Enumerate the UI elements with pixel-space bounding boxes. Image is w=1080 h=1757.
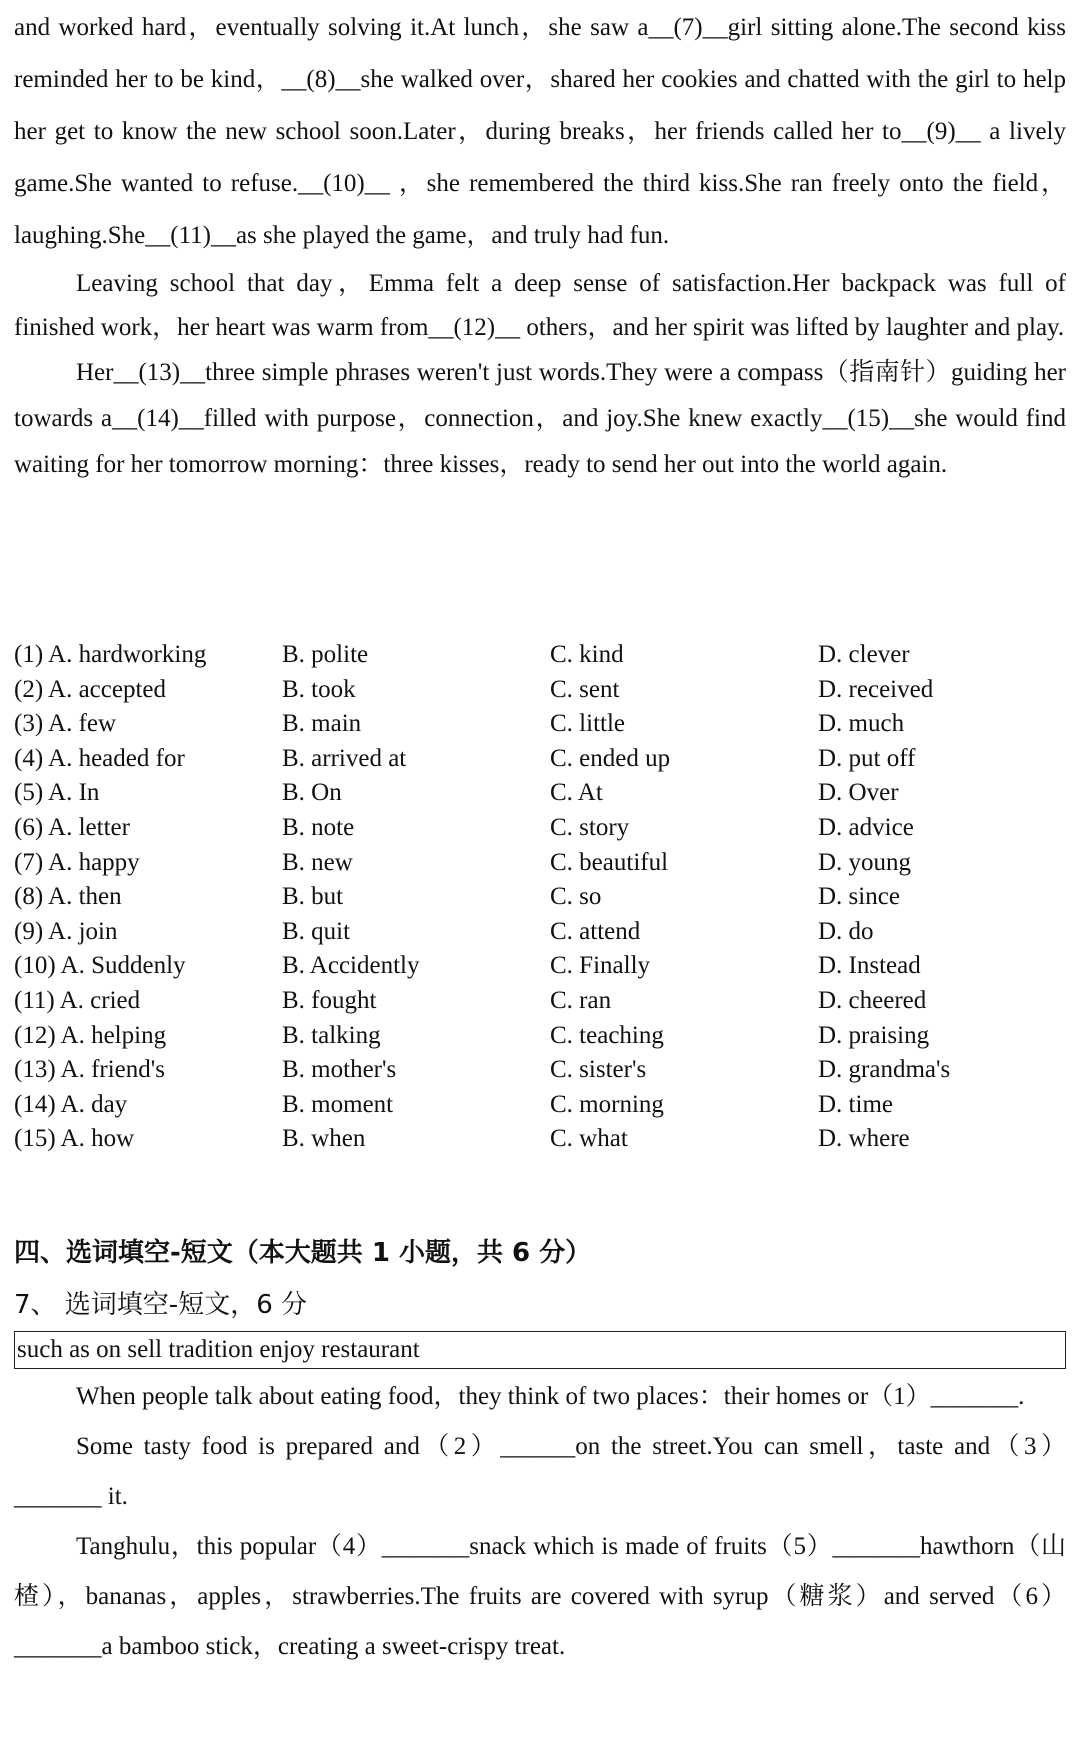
option-choice: (4) A. headed for	[14, 744, 185, 772]
fill-paragraph-2: Some tasty food is prepared and（2）______on the street.You can smell，taste and（3）_______ it.	[14, 1433, 1066, 1510]
option-choice: (8) A. then	[14, 883, 122, 911]
option-choice: (5) A. In	[14, 779, 100, 807]
option-choice: D. young	[818, 848, 912, 876]
option-choice: D. Over	[818, 779, 899, 807]
option-row	[14, 811, 1066, 846]
option-row	[14, 1019, 1066, 1054]
option-row	[14, 1088, 1066, 1123]
option-choice: D. cheered	[818, 986, 927, 1014]
options-list	[14, 638, 1066, 1157]
option-choice: D. put off	[818, 744, 916, 772]
option-choice: (7) A. happy	[14, 848, 140, 876]
section-title: 四、选词填空-短文（本大题共 1 小题，共 6 分）	[14, 1238, 592, 1268]
option-choice: C. sent	[550, 675, 620, 703]
option-choice: B. new	[282, 848, 353, 876]
option-choice: C. attend	[550, 917, 641, 945]
option-choice: C. ran	[550, 986, 612, 1014]
option-choice: C. sister's	[550, 1056, 647, 1084]
option-row	[14, 1122, 1066, 1157]
option-choice: D. time	[818, 1090, 893, 1118]
option-row	[14, 915, 1066, 950]
option-choice: B. moment	[282, 1090, 394, 1118]
option-choice: C. beautiful	[550, 848, 669, 876]
option-choice: (1) A. hardworking	[14, 641, 207, 668]
option-row	[14, 707, 1066, 742]
question-title: 7、 选词填空-短文，6 分	[14, 1290, 307, 1320]
option-choice: D. received	[818, 675, 934, 703]
option-choice: B. polite	[282, 641, 369, 668]
option-choice: B. but	[282, 883, 344, 911]
option-choice: D. do	[818, 917, 874, 945]
option-choice: C. morning	[550, 1090, 664, 1118]
option-choice: D. where	[818, 1125, 910, 1153]
option-choice: (13) A. friend's	[14, 1056, 166, 1084]
option-choice: B. Accidently	[282, 952, 420, 980]
option-choice: (12) A. helping	[14, 1021, 167, 1049]
option-choice: D. clever	[818, 641, 910, 668]
option-choice: B. fought	[282, 986, 377, 1014]
option-choice: B. talking	[282, 1021, 381, 1049]
option-choice: D. grandma's	[818, 1056, 951, 1084]
option-choice: C. little	[550, 710, 625, 738]
option-choice: B. note	[282, 813, 355, 841]
option-choice: C. At	[550, 779, 603, 807]
option-choice: C. Finally	[550, 952, 651, 980]
option-row	[14, 1053, 1066, 1088]
option-choice: C. ended up	[550, 744, 671, 772]
passage-paragraph-3: Her__(13)__three simple phrases weren't just words.They were a compass（指南针）guiding her towards a__(14)__filled with purpose，connection，and joy.She knew exactly__(15)__she would find waiting for her tomorrow morning：three kisses，ready to send her out into the world again.	[14, 359, 1066, 478]
option-row	[14, 638, 1066, 673]
option-choice: B. On	[282, 779, 342, 807]
option-choice: B. took	[282, 675, 356, 703]
option-choice: (2) A. accepted	[14, 675, 167, 703]
option-choice: (3) A. few	[14, 710, 117, 738]
fill-paragraph-3: Tanghulu，this popular（4）_______snack which is made of fruits（5）_______hawthorn（山楂），bananas，apples，strawberries.The fruits are covered with syrup（糖浆）and served（6）_______a bamboo stick，creating a sweet-crispy treat.	[14, 1533, 1066, 1660]
option-row	[14, 880, 1066, 915]
option-choice: C. what	[550, 1125, 628, 1153]
word-bank-box: such as on sell tradition enjoy restaurant	[14, 1331, 1066, 1369]
option-choice: B. arrived at	[282, 744, 407, 772]
option-choice: C. teaching	[550, 1021, 664, 1049]
option-choice: (15) A. how	[14, 1125, 135, 1153]
option-choice: (14) A. day	[14, 1090, 128, 1118]
passage-paragraph-2: Leaving school that day，Emma felt a deep sense of satisfaction.Her backpack was full of finished work，her heart was warm from__(12)__ others，and her spirit was lifted by laughter and play.	[14, 270, 1066, 341]
option-choice: B. when	[282, 1125, 366, 1153]
option-choice: D. much	[818, 710, 905, 738]
option-choice: D. Instead	[818, 952, 921, 980]
option-row	[14, 949, 1066, 984]
cloze-passage	[14, 2, 1066, 488]
option-choice: (9) A. join	[14, 917, 118, 945]
option-row	[14, 776, 1066, 811]
option-row	[14, 673, 1066, 708]
option-choice: B. quit	[282, 917, 351, 945]
option-choice: C. kind	[550, 641, 624, 668]
option-choice: (11) A. cried	[14, 986, 141, 1014]
option-choice: (6) A. letter	[14, 813, 130, 841]
passage-paragraph-1: and worked hard，eventually solving it.At lunch，she saw a__(7)__girl sitting alone.The second kiss reminded her to be kind，__(8)__she walked over，shared her cookies and chatted with the girl to help her get to know the new school soon.Later，during breaks，her friends called her to__(9)__ a lively game.She wanted to refuse.__(10)__ ，she remembered the third kiss.She ran freely onto the field，laughing.She__(11)__as she played the game，and truly had fun.	[14, 14, 1066, 249]
option-choice: B. mother's	[282, 1056, 397, 1084]
option-row	[14, 984, 1066, 1019]
fill-paragraph-1: When people talk about eating food，they think of two places：their homes or（1）_______.	[76, 1383, 1025, 1410]
option-choice: (10) A. Suddenly	[14, 952, 186, 980]
option-row	[14, 742, 1066, 777]
option-choice: D. praising	[818, 1021, 930, 1049]
option-choice: D. advice	[818, 813, 914, 841]
option-choice: C. so	[550, 883, 602, 911]
option-choice: B. main	[282, 710, 362, 738]
option-choice: D. since	[818, 883, 900, 911]
option-choice: C. story	[550, 813, 630, 841]
fill-blank-passage	[14, 1372, 1066, 1672]
option-row	[14, 846, 1066, 881]
